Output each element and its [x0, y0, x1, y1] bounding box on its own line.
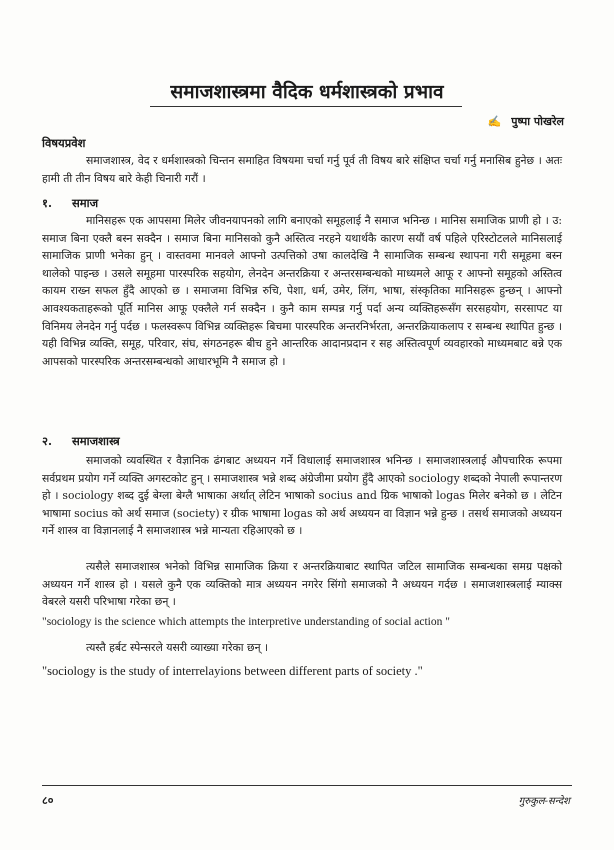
sociology-heading	[42, 434, 120, 449]
journal-name: गुरुकुल-सन्देश	[518, 796, 570, 807]
section-title: समाजशास्त्र	[72, 434, 120, 448]
author-line	[488, 114, 564, 129]
spencer-intro: त्यस्तै हर्बट स्पेन्सरले यसरी व्याख्या गरेका छन् ।	[86, 641, 269, 654]
pen-icon: ✍	[487, 115, 502, 128]
section-number: २.	[42, 434, 52, 448]
article-title: समाजशास्त्रमा वैदिक धर्मशास्त्रको प्रभाव	[170, 81, 444, 103]
sociology-paragraph-1: समाजको व्यवस्थित र वैज्ञानिक ढंगबाट अध्ययन गर्ने विधालाई समाजशास्त्र भनिन्छ । समाजशास्त्रलाई औपचारिक रूपमा सर्वप्रथम प्रयोग गर्ने व्यक्ति अगस्टकोट हुन् । समाजशास्त्र भन्ने शब्द अंग्रेजीमा प्रयोग हुँदै आएको sociology शब्दको नेपाली रूपान्तरण हो । sociology शब्द दुई बेग्ला बेग्लै भाषाका अर्थात् लेटिन भाषाको socius and ग्रिक भाषाको logas मिलेर बनेको छ । लेटिन भाषामा socius को अर्थ समाज (society) र ग्रीक भाषामा logas को अर्थ अध्ययन वा विज्ञान भन्ने हुन्छ । तसर्थ समाजको अध्ययन गर्ने शास्त्र वा विज्ञानलाई नै समाजशास्त्र भन्ने मान्यता रहिआएको छ ।	[42, 454, 562, 538]
society-paragraph: मानिसहरू एक आपसमा मिलेर जीवनयापनको लागि बनाएको समूहलाई नै समाज भनिन्छ । मानिस समाजिक प्राणी हो । उ: समाज बिना एक्लै बस्न सक्दैन । समाज बिना मानिसको कुनै अस्तित्व नरहने यथार्थकै कारण सयौं वर्ष पहिले एरिस्टोटलले मानिसलाई सामाजिक प्राणी भनेका हुन् । वास्तवमा मानवले आफ्नो उत्पत्तिको उषा कालदेखि नै सामाजिक सम्बन्ध स्थापना गरी समूहमा बस्न थालेको पाइन्छ । उसले समूहमा पारस्परिक सहयोग, लेनदेन अन्तरक्रिया र अन्तरसम्बन्धको माध्यमले आफू र आफ्नो समूहको अस्तित्व कायम राख्न सफल हुँदै आएको छ । समाजमा विभिन्न रुचि, पेशा, धर्म, उमेर, लिंग, भाषा, संस्कृतिका मानिसहरू हुन्छन् । आफ्नो आवश्यकताहरूको पूर्ति मानिस आफू एक्लैले गर्न सक्दैन । कुनै काम सम्पन्न गर्नु पर्दा अन्य व्यक्तिहरूसँग सरसहयोग, सरसापट या विनिमय लेनदेन गर्नु पर्दछ । फलस्वरूप विभिन्न व्यक्तिहरू बिचमा पारस्परिक अन्तरनिर्भरता, अन्तरक्रियाकलाप र सम्बन्ध स्थापित हुन्छ । यही विभिन्न व्यक्ति, समूह, परिवार, संघ, संगठनहरू बीच हुने आन्तरिक आदानप्रदान र सह अस्तित्वपूर्ण व्यवहारको माध्यमबाट बन्ने एक आपसको पारस्परिक अन्तरसम्बन्धको आधारभूमि नै समाज हो ।	[42, 214, 562, 368]
footer-rule	[42, 785, 572, 786]
page-number: ८०	[42, 794, 54, 807]
section-number: १.	[42, 196, 52, 210]
weber-quote: "sociology is the science which attempts the interpretive understanding of social action "	[42, 616, 450, 628]
intro-heading: विषयप्रवेश	[42, 136, 86, 150]
section-title: समाज	[72, 196, 99, 210]
sociology-paragraph-2: त्यसैले समाजशास्त्र भनेको विभिन्न सामाजिक क्रिया र अन्तरक्रियाबाट स्थापित जटिल सामाजिक सम्बन्धका समग्र पक्षको अध्ययन गर्ने शास्त्र हो । यसले कुनै एक व्यक्तिको मात्र अध्ययन नगरेर सिंगो समाजको नै अध्ययन गर्दछ । समाजशास्त्रलाई म्याक्स वेबरले यसरी परिभाषा गरेका छन् ।	[42, 560, 562, 609]
author-name: पुष्पा पोखरेल	[511, 115, 564, 128]
intro-paragraph: समाजशास्त्र, वेद र धर्मशास्त्रको चिन्तन समाहित विषयमा चर्चा गर्नु पूर्व ती विषय बारे संक्षिप्त चर्चा गर्नु मनासिब हुनेछ । अतः हामी ती तीन विषय बारे केही चिनारी गरौं ।	[42, 154, 562, 185]
society-heading	[42, 196, 99, 211]
spencer-quote: "sociology is the study of interrelayions between different parts of society ."	[42, 664, 423, 678]
title-underline	[150, 106, 462, 107]
